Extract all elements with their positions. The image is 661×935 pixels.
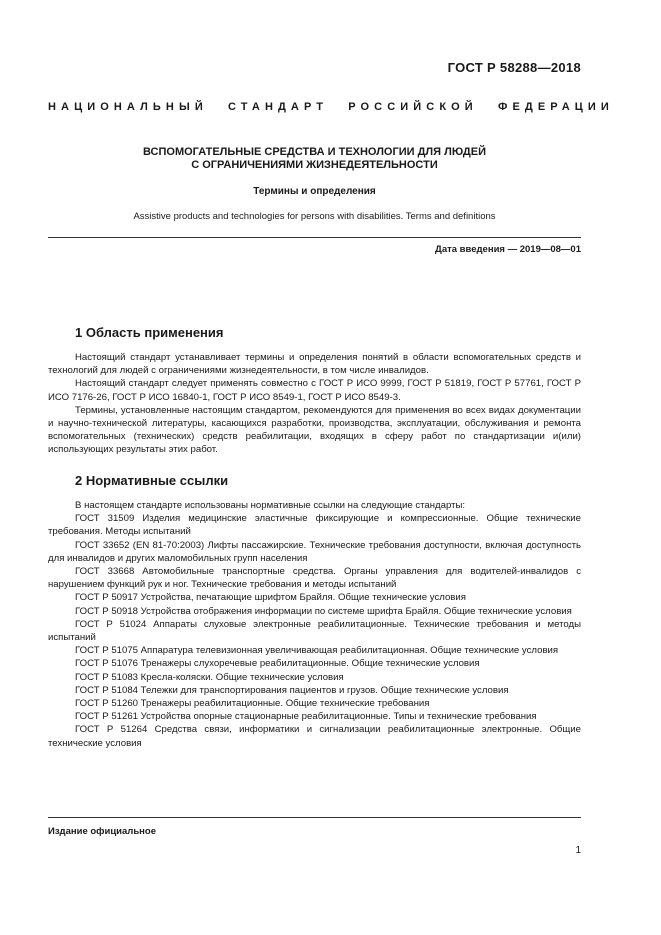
section-1-heading: 1 Область применения	[75, 325, 224, 340]
english-title: Assistive products and technologies for persons with disabilities. Terms and definitions	[133, 211, 496, 222]
reference-item: ГОСТ Р 51076 Тренажеры слухоречевые реабилитационные. Общие технические условия	[75, 658, 480, 670]
section-2-heading: 2 Нормативные ссылки	[75, 473, 229, 488]
reference-item: ГОСТ Р 51261 Устройства опорные стационарные реабилитационные. Типы и технические требования	[75, 711, 537, 723]
title-line-2: С ОГРАНИЧЕНИЯМИ ЖИЗНЕДЕЯТЕЛЬНОСТИ	[191, 159, 438, 171]
reference-item: ГОСТ Р 51260 Тренажеры реабилитационные. Общие технические требования	[75, 698, 430, 710]
section-1-paragraph: Настоящий стандарт следует применять совместно с ГОСТ Р ИСО 9999, ГОСТ Р 51819, ГОСТ Р 57761, ГОСТ Р ИСО 7176-26, ГОСТ Р ИСО 16840-1, ГОСТ Р ИСО 8549-1, ГОСТ Р ИСО 8549-3.	[48, 378, 581, 403]
standard-type-heading: НАЦИОНАЛЬНЫЙ СТАНДАРТ РОССИЙСКОЙ ФЕДЕРАЦИИ	[48, 101, 614, 113]
document-number: ГОСТ Р 58288—2018	[447, 60, 581, 75]
reference-item: ГОСТ Р 51083 Кресла-коляски. Общие технические условия	[75, 671, 344, 683]
reference-item: ГОСТ Р 51264 Средства связи, информатики и сигнализации реабилитационные электронные. Общие технические условия	[48, 724, 581, 749]
footer-divider	[48, 817, 581, 818]
reference-item: ГОСТ Р 50918 Устройства отображения информации по системе шрифта Брайля. Общие технические условия	[75, 605, 572, 617]
section-2-body	[48, 499, 581, 750]
reference-item: ГОСТ Р 51024 Аппараты слуховые электронные реабилитационные. Технические требования и методы испытаний	[48, 618, 581, 644]
reference-item: ГОСТ 33652 (EN 81-70:2003) Лифты пассажирские. Технические требования доступности, включая доступность для инвалидов и других маломобильных групп населения	[48, 539, 581, 564]
page-number: 1	[575, 845, 581, 856]
title-line-1: ВСПОМОГАТЕЛЬНЫЕ СРЕДСТВА И ТЕХНОЛОГИИ ДЛЯ ЛЮДЕЙ	[143, 146, 486, 158]
title-divider	[48, 237, 581, 238]
reference-item: ГОСТ Р 51084 Тележки для транспортирования пациентов и грузов. Общие технические условия	[75, 684, 509, 696]
reference-item: ГОСТ Р 51075 Аппаратура телевизионная увеличивающая реабилитационная. Общие технические условия	[75, 645, 559, 657]
reference-item: ГОСТ 31509 Изделия медицинские эластичные фиксирующие и компрессионные. Общие технические требования. Методы испытаний	[48, 513, 581, 538]
effective-date: Дата введения — 2019—08—01	[435, 244, 581, 255]
document-subtitle: Термины и определения	[253, 186, 376, 197]
publication-note: Издание официальное	[48, 826, 156, 837]
reference-item: ГОСТ 33668 Автомобильные транспортные средства. Органы управления для водителей-инвалидов с нарушением функций рук и ног. Технические требования и методы испытаний	[48, 566, 581, 591]
section-1-paragraph: Настоящий стандарт устанавливает термины и определения понятий в области вспомогательных средств и технологий для людей с ограничениями жизнедеятельности, в том числе инвалидов.	[48, 352, 581, 377]
document-title	[48, 146, 581, 172]
reference-item: ГОСТ Р 50917 Устройства, печатающие шрифтом Брайля. Общие технические условия	[75, 592, 466, 604]
references-intro: В настоящем стандарте использованы нормативные ссылки на следующие стандарты:	[75, 500, 466, 511]
section-1-paragraph: Термины, установленные настоящим стандартом, рекомендуются для применения во всех видах документации и научно-технической литературы, касающихся разработки, производства, эксплуатации, обслуживания и ремонта вспомогательных (технических) средств реабилитации, входящих в сферу работ по стандартизации и(или) использующих результаты этих работ.	[48, 404, 581, 456]
section-1-body	[48, 351, 581, 457]
